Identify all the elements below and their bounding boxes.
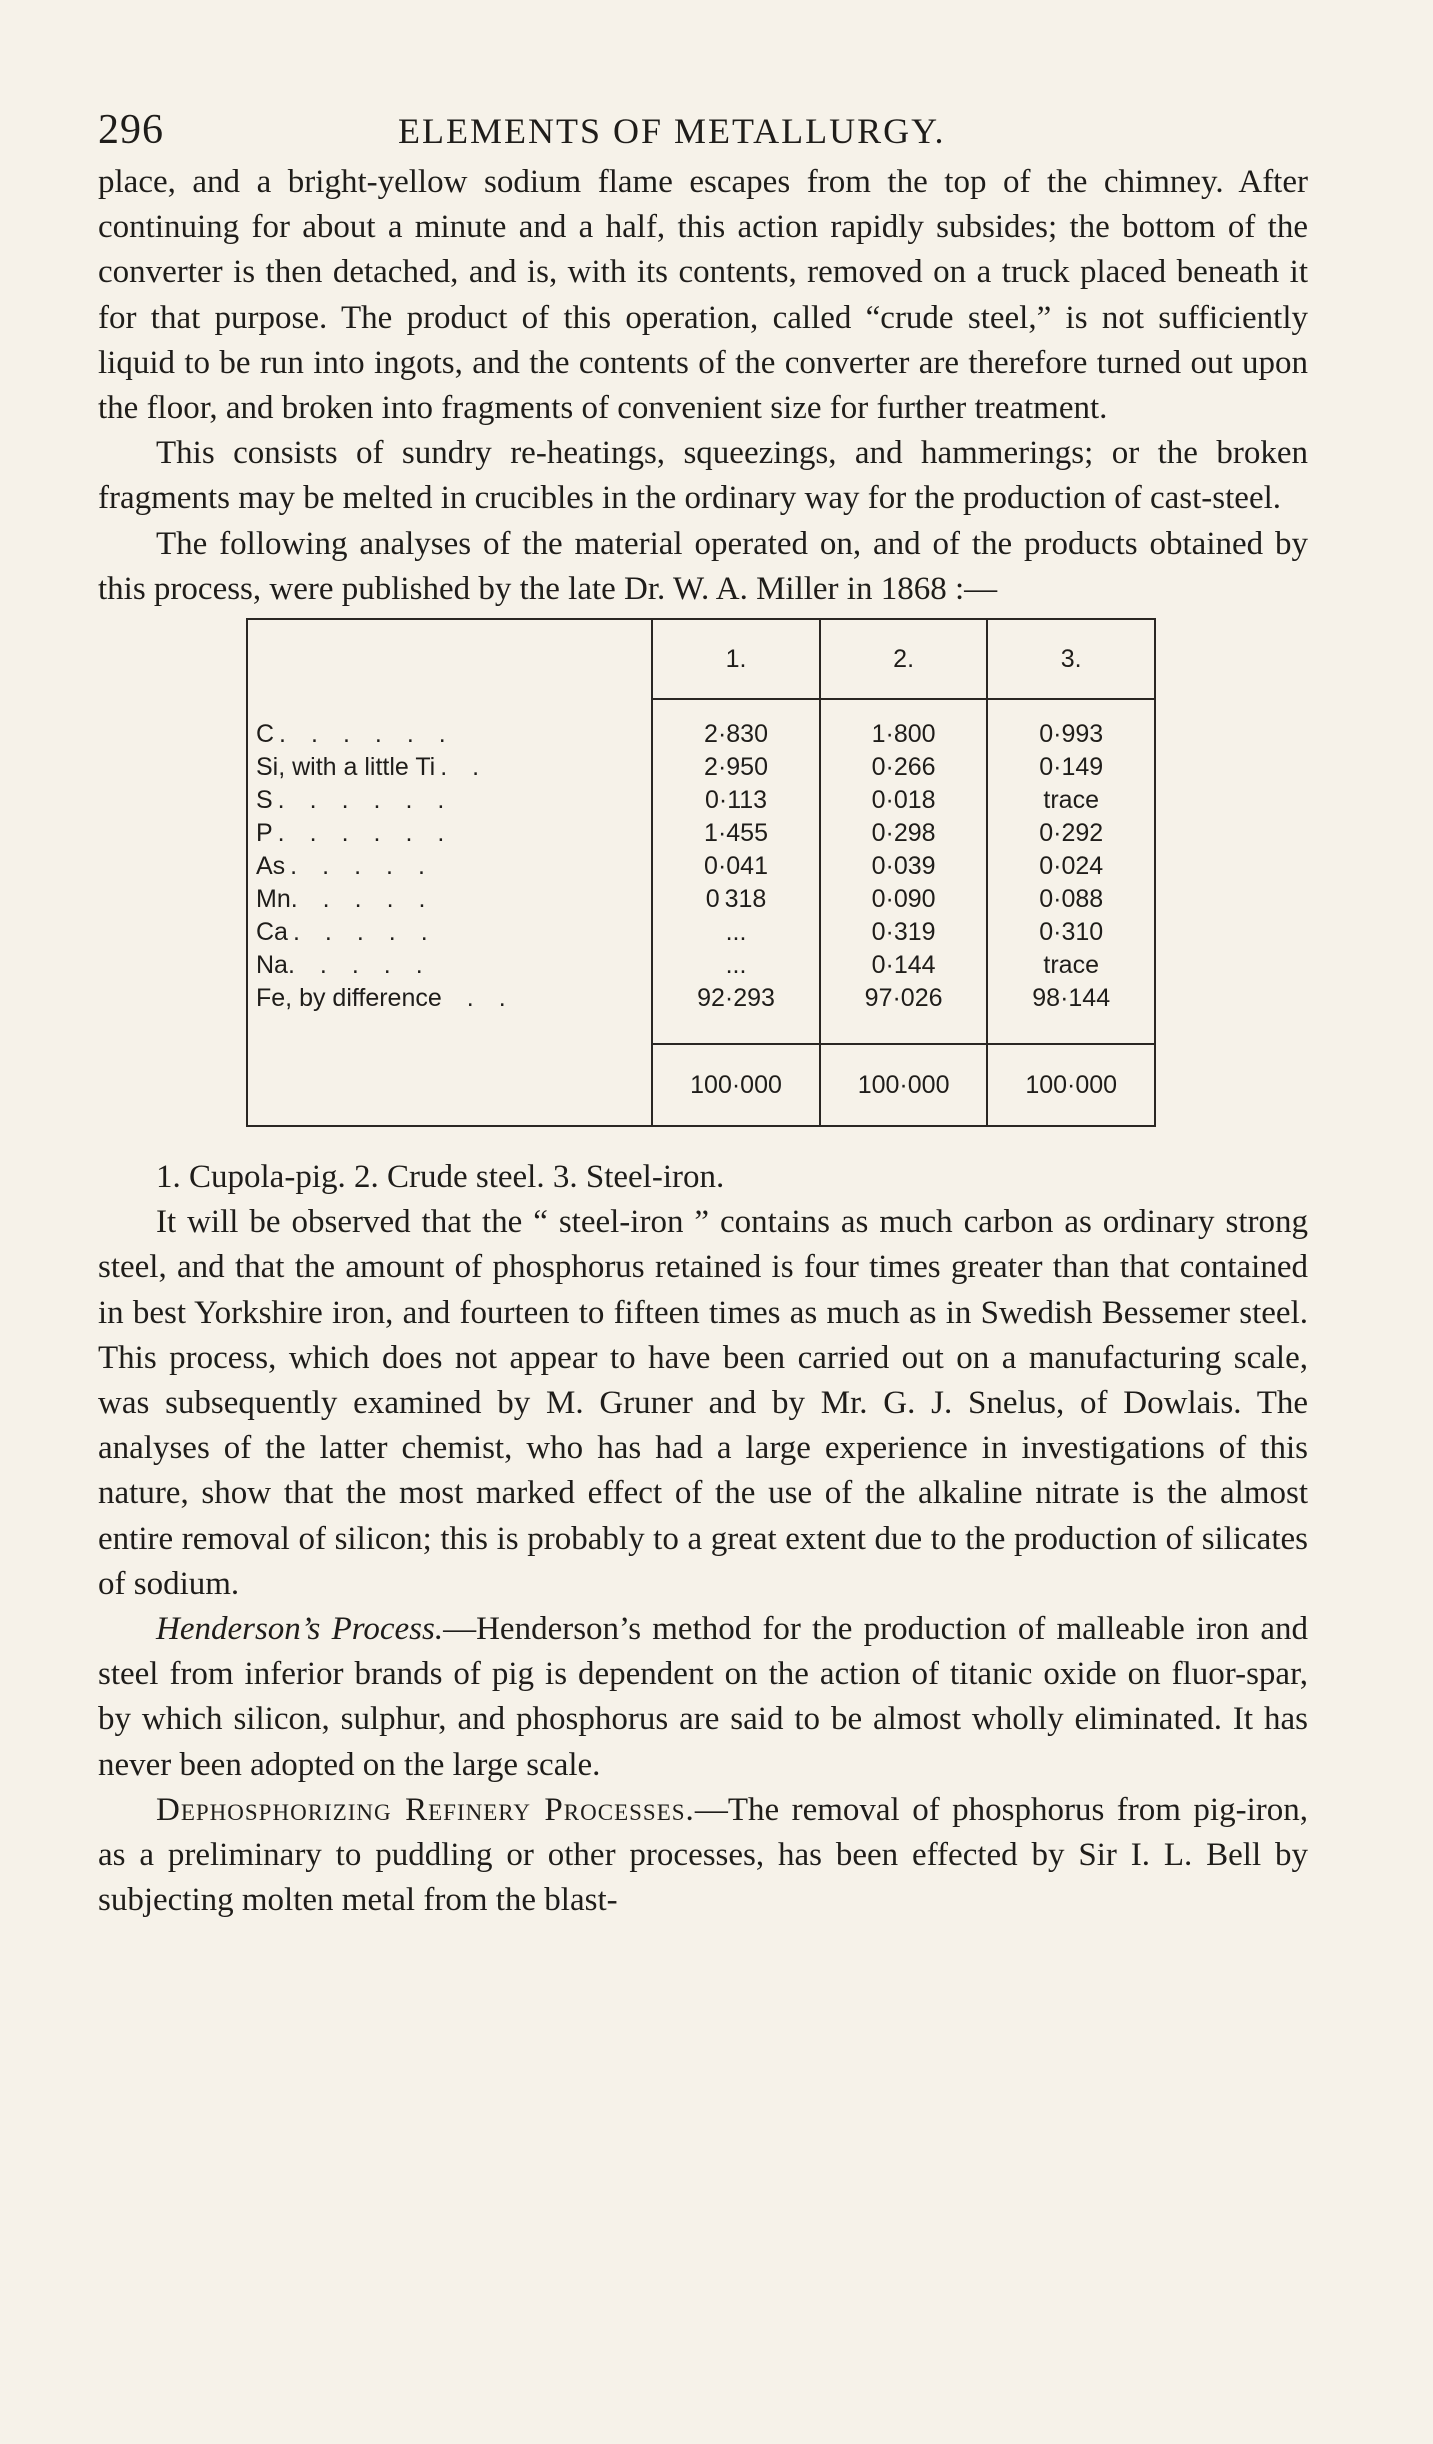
paragraph-4: It will be observed that the “ steel-iron ” contains as much carbon as ordinary strong steel, and that the amount of phosphorus retained is four times greater than that contained in best Yorkshire iron, and fourteen to fifteen times as much as in Swedish Bessemer steel. This process, which does not appear to have been carried out on a manufacturing scale, was subsequently examined by M. Gruner and by Mr. G. J. Snelus, of Dowlais. The analyses of the latter chemist, who has had a large experience in investigations of this nature, show that the most marked effect of the use of the alkaline nitrate is the almost entire removal of silicon; this is probably to a great extent due to the production of silicates of sodium. xyxy=(98,1204,1308,1602)
table-row xyxy=(247,949,1155,982)
table-cell: 0·024 xyxy=(987,850,1155,883)
table-cell: trace xyxy=(987,949,1155,982)
element-label: Si, with a little Ti . . xyxy=(256,753,480,782)
table-col-header: 3. xyxy=(987,619,1155,699)
table-cell: 2·950 xyxy=(652,751,820,784)
table-row xyxy=(247,982,1155,1015)
table-cell: ... xyxy=(652,916,820,949)
table-header-blank xyxy=(247,619,652,699)
element-label: Fe, by difference . . xyxy=(256,984,506,1013)
table-cell: 97·026 xyxy=(820,982,988,1015)
running-header xyxy=(98,100,1308,160)
table-cell: 0·292 xyxy=(987,817,1155,850)
table-cell: 1·455 xyxy=(652,817,820,850)
table-row xyxy=(247,916,1155,949)
table-row xyxy=(247,850,1155,883)
paragraph-6 xyxy=(98,1788,1308,1924)
table-cell: 1·800 xyxy=(820,718,988,751)
table-cell: 92·293 xyxy=(652,982,820,1015)
table-cell: 0·144 xyxy=(820,949,988,982)
paragraph-3: The following analyses of the material operated on, and of the products obtained by this process, were published by the late Dr. W. A. Miller in 1868 :— xyxy=(98,525,1308,607)
element-label: C . . . . . . xyxy=(256,720,446,749)
table-col-header: 2. xyxy=(820,619,988,699)
element-label: P . . . . . . xyxy=(256,819,445,848)
table-cell: 0·993 xyxy=(987,718,1155,751)
element-label: S . . . . . . xyxy=(256,786,445,815)
table-cell: 0·088 xyxy=(987,883,1155,916)
element-label: Na. . . . . xyxy=(256,951,423,980)
table-caption: 1. Cupola-pig. 2. Crude steel. 3. Steel-iron. xyxy=(156,1159,725,1196)
section-heading-henderson: Henderson’s Process. xyxy=(156,1611,444,1648)
total-cell: 100·000 xyxy=(987,1044,1155,1126)
section-heading-dephosphorizing: Dephosphorizing Refinery Processes. xyxy=(156,1791,695,1828)
table-row xyxy=(247,751,1155,784)
table-cell: 2·830 xyxy=(652,718,820,751)
total-cell: 100·000 xyxy=(820,1044,988,1126)
table-cell: 0 318 xyxy=(652,883,820,916)
paragraph-5 xyxy=(98,1607,1308,1788)
table-header-row xyxy=(247,619,1155,699)
table-cell: trace xyxy=(987,784,1155,817)
table-row xyxy=(247,817,1155,850)
paragraph-6-body: —The removal of phosphorus from pig-iron, as a preliminary to puddling or other processes, has been effected by Sir I. L. Bell by subjecting molten metal from the blast- xyxy=(98,1791,1309,1919)
table-cell: 0·310 xyxy=(987,916,1155,949)
table-cell: 0·090 xyxy=(820,883,988,916)
table-cell: 98·144 xyxy=(987,982,1155,1015)
table-cell: 0·319 xyxy=(820,916,988,949)
table-col-header: 1. xyxy=(652,619,820,699)
element-label: As . . . . . xyxy=(256,852,425,881)
table-cell: 0·018 xyxy=(820,784,988,817)
table-row xyxy=(247,784,1155,817)
table-cell: 0·266 xyxy=(820,751,988,784)
total-cell: 100·000 xyxy=(652,1044,820,1126)
element-label: Ca . . . . . xyxy=(256,918,428,947)
running-title: ELEMENTS OF METALLURGY. xyxy=(398,111,946,151)
paragraph-1: place, and a bright-yellow sodium flame escapes from the top of the chimney. After continuing for about a minute and a half, this action rapidly subsides; the bottom of the converter is then detached, and is, with its contents, removed on a truck placed beneath it for that purpose. The product of this operation, called “crude steel,” is not sufficiently liquid to be run into ingots, and the contents of the converter are therefore turned out upon the floor, and broken into fragments of convenient size for further treatment. xyxy=(98,164,1308,427)
table-row xyxy=(247,883,1155,916)
paragraph-2: This consists of sundry re-heatings, squeezings, and hammerings; or the broken fragments may be melted in crucibles in the ordinary way for the production of cast-steel. xyxy=(98,435,1308,517)
paragraph-5-body: —Henderson’s method for the production of malleable iron and steel from inferior brands of pig is dependent on the action of titanic oxide on fluor-spar, by which silicon, sulphur, and phosphorus are said to be almost wholly eliminated. It has never been adopted on the large scale. xyxy=(98,1611,1308,1783)
page-number: 296 xyxy=(98,107,164,153)
analysis-table xyxy=(246,618,1156,1127)
table-row xyxy=(247,718,1155,751)
book-page xyxy=(98,100,1308,1923)
table-cell: 0·298 xyxy=(820,817,988,850)
table-cell: 0·039 xyxy=(820,850,988,883)
table-cell: 0·149 xyxy=(987,751,1155,784)
table-cell: 0·113 xyxy=(652,784,820,817)
table-total-row xyxy=(247,1044,1155,1126)
element-label: Mn. . . . . xyxy=(256,885,426,914)
table-cell: ... xyxy=(652,949,820,982)
table-cell: 0·041 xyxy=(652,850,820,883)
